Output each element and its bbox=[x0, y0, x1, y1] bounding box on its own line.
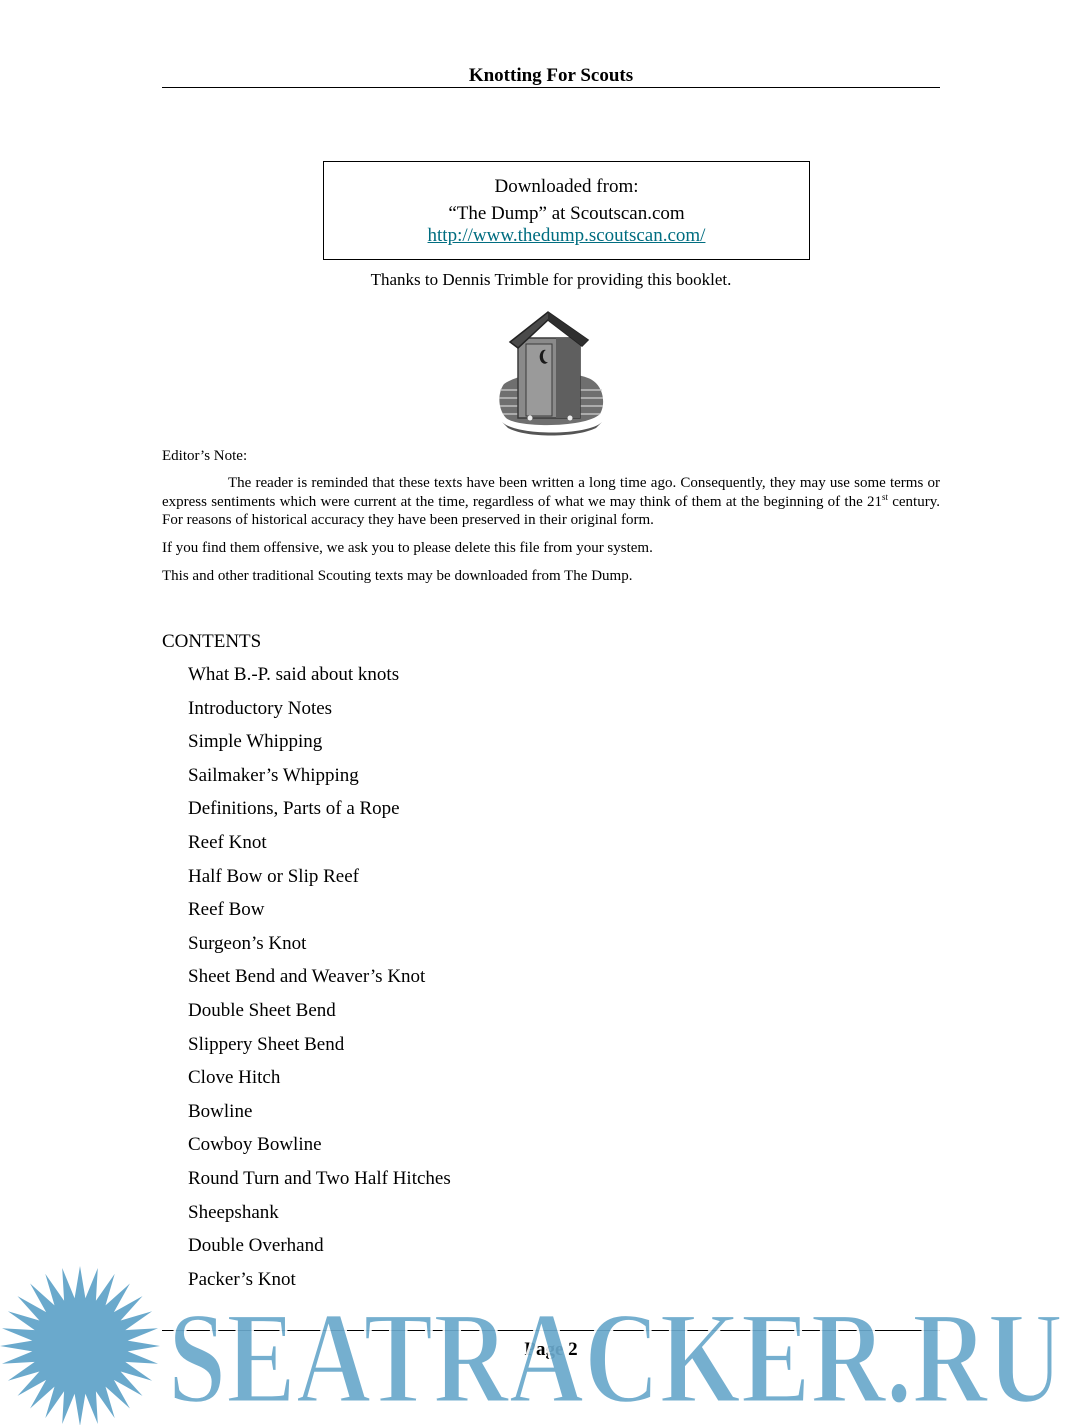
footer-divider bbox=[162, 1330, 940, 1331]
contents-item: Introductory Notes bbox=[188, 697, 333, 719]
contents-item: Clove Hitch bbox=[188, 1067, 281, 1089]
contents-item: Reef Knot bbox=[188, 831, 267, 853]
contents-item: Round Turn and Two Half Hitches bbox=[188, 1167, 451, 1189]
contents-item: Half Bow or Slip Reef bbox=[188, 865, 359, 887]
editor-note-paragraph bbox=[162, 474, 940, 530]
page-header-title: Knotting For Scouts bbox=[468, 65, 634, 86]
contents-item: Double Overhand bbox=[188, 1235, 324, 1257]
download-source-box bbox=[323, 161, 810, 260]
thanks-line: Thanks to Dennis Trimble for providing this booklet. bbox=[370, 270, 732, 289]
contents-item: Double Sheet Bend bbox=[188, 999, 336, 1021]
contents-heading: CONTENTS bbox=[162, 631, 262, 652]
contents-item: Cowboy Bowline bbox=[188, 1134, 322, 1156]
editor-note-download-line: This and other traditional Scouting texts may be downloaded from The Dump. bbox=[162, 568, 633, 584]
contents-item: Definitions, Parts of a Rope bbox=[188, 798, 400, 820]
contents-list bbox=[188, 663, 451, 1301]
contents-item: Slippery Sheet Bend bbox=[188, 1033, 345, 1055]
download-site: “The Dump” at Scoutscan.com bbox=[448, 203, 685, 224]
page-number: Page 2 bbox=[524, 1339, 578, 1360]
contents-item: Reef Bow bbox=[188, 899, 265, 921]
download-label: Downloaded from: bbox=[494, 176, 639, 197]
contents-item: Sailmaker’s Whipping bbox=[188, 764, 359, 786]
ordinal-superscript: st bbox=[881, 491, 888, 502]
contents-item: Simple Whipping bbox=[188, 731, 323, 753]
contents-item: Surgeon’s Knot bbox=[188, 932, 307, 954]
editor-note-text-part1: The reader is reminded that these texts have been written a long time ago. Consequently, they may use some terms or express sentiments which were current at the time, regardless of what we may think of them at the beginning of the 21 bbox=[162, 475, 940, 510]
download-url-link[interactable]: http://www.thedump.scoutscan.com/ bbox=[427, 225, 706, 246]
header-divider bbox=[162, 87, 940, 88]
sun-rays bbox=[0, 1266, 160, 1425]
editor-note-offensive-line: If you find them offensive, we ask you to please delete this file from your system. bbox=[162, 540, 653, 556]
contents-item: Packer’s Knot bbox=[188, 1268, 296, 1290]
sun-icon bbox=[0, 1266, 160, 1425]
editor-note-text-part2: century. For reasons of historical accuracy they have been preserved in their original form. bbox=[162, 493, 940, 528]
contents-item: Bowline bbox=[188, 1100, 253, 1122]
editor-note-label: Editor’s Note: bbox=[162, 448, 248, 464]
watermark-text: SEATRACKER.RU bbox=[168, 1284, 1063, 1425]
contents-item: Sheepshank bbox=[188, 1201, 279, 1223]
outhouse-icon bbox=[496, 310, 606, 440]
contents-item: What B.-P. said about knots bbox=[188, 664, 400, 685]
contents-item: Sheet Bend and Weaver’s Knot bbox=[188, 966, 426, 988]
